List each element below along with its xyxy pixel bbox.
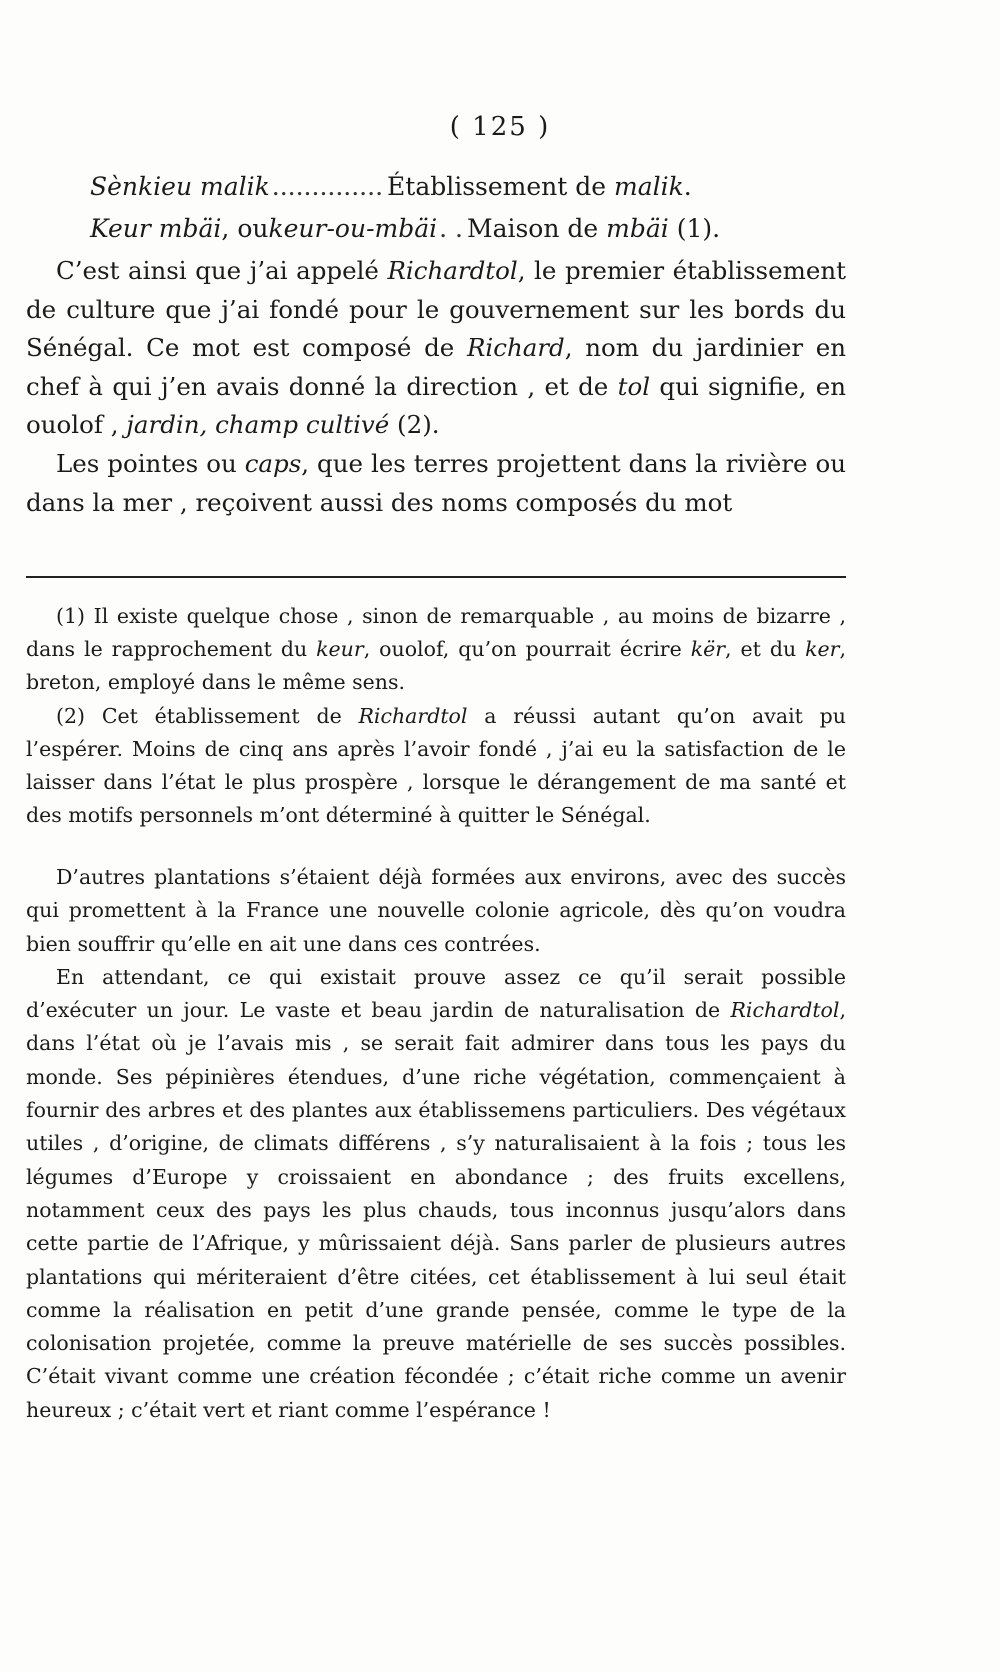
text-run: (2). <box>389 410 440 440</box>
italic-run: tol <box>617 371 651 401</box>
footnote-paragraph <box>26 961 846 1427</box>
text-run: (2) Cet établissement de <box>56 703 359 728</box>
glossary-term: Keur mbäi <box>90 214 222 243</box>
footnotes <box>26 600 846 832</box>
footnote-continuation <box>26 861 846 1427</box>
leader-dots: .............. <box>271 172 384 201</box>
definition-suffix: (1). <box>668 214 721 243</box>
italic-run: jardin, champ cultivé <box>126 410 390 440</box>
leader-dots: . . <box>439 214 463 243</box>
text-run: (1) Il existe quelque chose , sinon de remarquable , au moins de bizarre , dans le rapprochement du <box>26 604 846 662</box>
glossary-row <box>90 208 850 250</box>
text-run: a réussi autant qu’on avait pu l’espérer. Moins de cinq ans après l’avoir fondé , j’ai eu la satisfaction de le laisser dans l’état le plus prospère , lorsque le dérangement de ma santé et des motifs personnels m’ont déterminé à quitter le Sénégal. <box>26 703 846 828</box>
text-run: , dans l’état où je l’avais mis , se serait fait admirer dans tous les pays du monde. Ses pépinières étendues, d’une riche végétation, commençaient à fournir des arbres et des plantes aux établissemens particuliers. Des végétaux utiles , d’origine, de climats différens , s’y naturalisaient à la fois ; tous les légumes d’Europe y croissaient en abondance ; des fruits excellens, notamment ceux des pays les plus chauds, tous inconnus jusqu’alors dans cette partie de l’Afrique, y mûrissaient déjà. Sans parler de plusieurs autres plantations qui mériteraient d’être citées, cet établissement à lui seul était comme la réalisation en petit d’une grande pensée, comme le type de la colonisation projetée, comme la preuve matérielle de ses succès possibles. C’était vivant comme une création fécondée ; c’était riche comme un avenir heureux ; c’était vert et riant comme l’espérance ! <box>26 998 846 1422</box>
italic-run: Richardtol <box>358 703 468 728</box>
definition-suffix: . <box>683 172 692 201</box>
glossary-term: Sènkieu malik <box>90 172 270 201</box>
text-run: , ouolof, qu’on pourrait écrire <box>363 637 691 662</box>
footnote-paragraph: D’autres plantations s’étaient déjà formées aux environs, avec des succès qui promettent à la France une nouvelle colonie agricole, dès qu’on voudra bien souffrir qu’elle en ait une dans ces contrées. <box>26 865 846 956</box>
main-text <box>26 252 846 522</box>
definition-italic: malik <box>614 172 684 201</box>
text-run: , nom du jardinier en chef à qui j’en avais donné la direction , et de <box>26 333 846 401</box>
footnote-separator <box>26 576 846 578</box>
body-paragraph <box>26 445 846 522</box>
glossary-term-variant: keur-ou-mbäi <box>268 214 438 243</box>
definition-italic: mbäi <box>606 214 669 243</box>
italic-run: Richard <box>466 333 565 363</box>
glossary-definition <box>467 208 720 250</box>
italic-run: kër <box>690 637 726 662</box>
text-run: , et du <box>725 637 806 662</box>
page-number: ( 125 ) <box>449 112 551 142</box>
italic-run: keur <box>316 637 364 662</box>
footnote-2 <box>26 700 846 833</box>
text-run: qui signifie, en ouolof , <box>26 371 846 440</box>
definition-text: Établissement de <box>387 172 615 201</box>
footnote-1 <box>26 600 846 700</box>
text-run: Les pointes ou <box>56 448 245 478</box>
italic-run: caps <box>244 448 302 478</box>
glossary <box>90 166 850 250</box>
glossary-row <box>90 166 850 208</box>
text-run: En attendant, ce qui existait prouve assez ce qu’il serait possible d’exécuter un jour. Le vaste et beau jardin de naturalisation de <box>26 964 846 1023</box>
text-run: , breton, employé dans le même sens. <box>26 637 846 695</box>
glossary-connector: , ou <box>221 214 269 243</box>
text-run: , que les terres projettent dans la rivière ou dans la mer , reçoivent aussi des noms composés du mot <box>26 448 847 517</box>
text-run: , le premier établissement de culture que j’ai fondé pour le gouvernement sur les bords du Sénégal. Ce mot est composé de <box>26 256 846 363</box>
italic-run: Richardtol <box>387 256 518 285</box>
glossary-definition <box>387 166 692 208</box>
italic-run: ker <box>805 637 840 662</box>
definition-text: Maison de <box>466 214 607 243</box>
italic-run: Richardtol <box>730 998 840 1023</box>
body-paragraph <box>26 252 846 445</box>
text-run: C’est ainsi que j’ai appelé <box>56 256 388 285</box>
